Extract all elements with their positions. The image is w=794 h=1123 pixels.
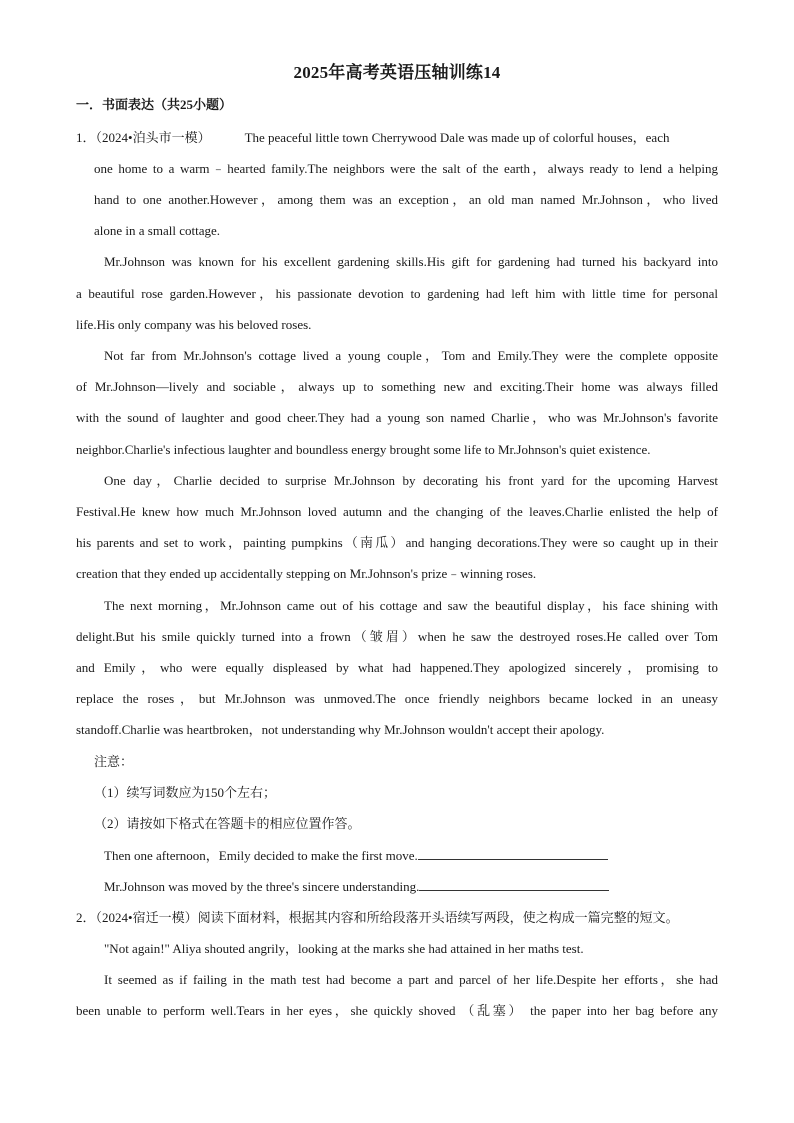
passage-line: replace the roses，but Mr.Johnson was unmoved.The once friendly neighbors became locked in an uneasy	[76, 691, 718, 706]
continuation-prompt-1	[104, 847, 608, 864]
passage-line: creation that they ended up accidentally stepping on Mr.Johnson's prize﹣winning roses.	[76, 566, 537, 581]
passage-line: hand to one another.However，among them was an exception，an old man named Mr.Johnson，who lived	[94, 192, 718, 207]
question-1-header	[76, 130, 718, 146]
page-title: 2025年高考英语压轴训练14	[293, 63, 501, 82]
passage-line: One day，Charlie decided to surprise Mr.Johnson by decorating his front yard for the upcoming Harvest	[104, 473, 718, 488]
passage-line: with the sound of laughter and good cheer.They had a young son named Charlie，who was Mr.Johnson's favorite	[76, 410, 718, 425]
answer-blank[interactable]	[419, 878, 609, 891]
passage-line: Festival.He knew how much Mr.Johnson loved autumn and the changing of the leaves.Charlie enlisted the help of	[76, 504, 718, 519]
note-label: 注意：	[94, 754, 134, 769]
note-item: （1）续写词数应为150个左右；	[94, 785, 277, 800]
passage-line: his parents and set to work，painting pumpkins（南瓜）and hanging decorations.They were so caught up in their	[76, 535, 718, 550]
passage-line: Mr.Johnson was known for his excellent gardening skills.His gift for gardening had turned his backyard into	[104, 254, 718, 269]
passage-line: "Not again!" Aliya shouted angrily，looking at the marks she had attained in her maths test.	[104, 941, 584, 956]
passage-line: a beautiful rose garden.However，his passionate devotion to gardening had left him with little time for personal	[76, 286, 718, 301]
prompt-text: Mr.Johnson was moved by the three's sincere understanding.	[104, 879, 420, 894]
prompt-text: Then one afternoon，Emily decided to make the first move.	[104, 848, 418, 863]
note-item: （2）请按如下格式在答题卡的相应位置作答。	[94, 816, 361, 831]
question-instruction: 阅读下面材料，根据其内容和所给段落开头语续写两段，使之构成一篇完整的短文。	[197, 910, 679, 925]
answer-blank[interactable]	[418, 847, 608, 860]
passage-line: It seemed as if failing in the math test had become a part and parcel of her life.Despite her efforts，she had	[104, 972, 718, 987]
passage-line: standoff.Charlie was heartbroken，not understanding why Mr.Johnson wouldn't accept their apology.	[76, 722, 605, 737]
question-number: 2．	[76, 910, 96, 925]
question-source: （2024•宿迁一模）	[95, 910, 198, 925]
passage-line: delight.But his smile quickly turned into a frown（皱眉）when he saw the destroyed roses.He called over Tom	[76, 629, 718, 644]
continuation-prompt-2	[104, 878, 609, 895]
passage-line: been unable to perform well.Tears in her eyes，she quickly shoved （乱塞） the paper into her bag before any	[76, 1003, 718, 1018]
question-number: 1．	[76, 130, 96, 145]
passage-line: and Emily，who were equally displeased by what had happened.They apologized sincerely，promising to	[76, 660, 718, 675]
passage-line: of Mr.Johnson—lively and sociable，always up to something new and exciting.Their home was always filled	[76, 379, 718, 394]
question-2-header	[76, 910, 679, 926]
passage-line: The peaceful little town Cherrywood Dale was made up of colorful houses，each	[244, 130, 670, 145]
passage-line: alone in a small cottage.	[94, 223, 220, 238]
passage-line: one home to a warm﹣hearted family.The neighbors were the salt of the earth，always ready to lend a helping	[94, 161, 718, 176]
passage-line: Not far from Mr.Johnson's cottage lived a young couple，Tom and Emily.They were the complete opposite	[104, 348, 718, 363]
question-source: （2024•泊头市一模）	[95, 130, 211, 145]
section-heading: 一．书面表达（共25小题）	[76, 97, 233, 112]
passage-line: The next morning，Mr.Johnson came out of his cottage and saw the beautiful display，his face shining with	[104, 598, 718, 613]
passage-line: life.His only company was his beloved roses.	[76, 317, 312, 332]
passage-line: neighbor.Charlie's infectious laughter and boundless energy brought some life to Mr.Johnson's quiet existence.	[76, 442, 651, 457]
